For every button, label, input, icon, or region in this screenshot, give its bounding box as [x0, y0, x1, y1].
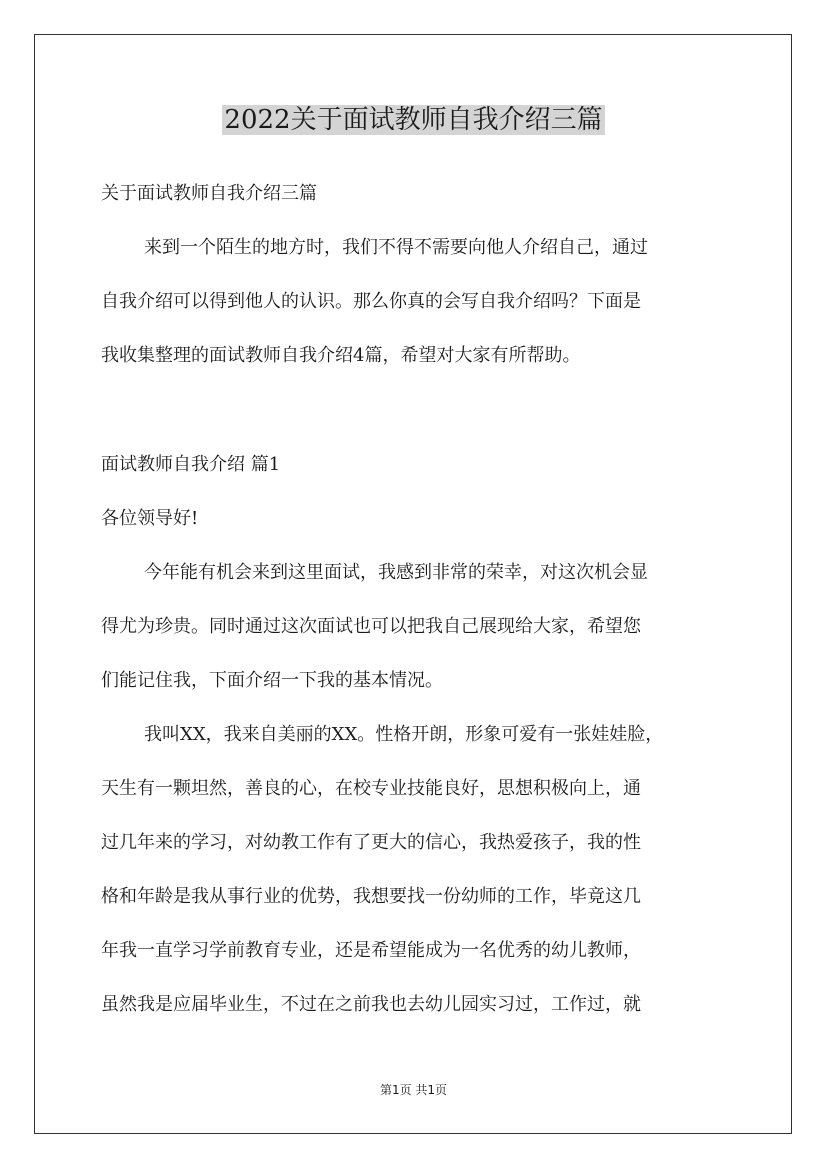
- para2-line-4: 格和年龄是我从事行业的优势，我想要找一份幼师的工作，毕竟这几: [101, 886, 641, 907]
- para2-line-3: 过几年来的学习，对幼教工作有了更大的信心，我热爱孩子，我的性: [101, 832, 641, 853]
- para1-line-2: 得尤为珍贵。同时通过这次面试也可以把我自己展现给大家，希望您: [101, 616, 641, 637]
- page-footer: 第1页 共1页: [379, 1083, 448, 1097]
- para2-line-1: 我叫XX，我来自美丽的XX。性格开朗，形象可爱有一张娃娃脸，: [144, 724, 664, 745]
- section-heading: 面试教师自我介绍 篇1: [101, 454, 281, 475]
- intro-line-3: 我收集整理的面试教师自我介绍4篇，希望对大家有所帮助。: [101, 345, 581, 366]
- para2-line-5: 年我一直学习学前教育专业，还是希望能成为一名优秀的幼儿教师，: [101, 940, 641, 961]
- intro-line-1: 来到一个陌生的地方时，我们不得不需要向他人介绍自己，通过: [144, 237, 648, 258]
- para1-line-1: 今年能有机会来到这里面试，我感到非常的荣幸，对这次机会显: [144, 562, 648, 583]
- document-subtitle: 关于面试教师自我介绍三篇: [101, 183, 317, 204]
- para2-line-6: 虽然我是应届毕业生，不过在之前我也去幼儿园实习过，工作过，就: [101, 994, 641, 1015]
- greeting: 各位领导好!: [101, 508, 199, 529]
- intro-line-2: 自我介绍可以得到他人的认识。那么你真的会写自我介绍吗？下面是: [101, 291, 641, 312]
- para2-line-2: 天生有一颗坦然，善良的心，在校专业技能良好，思想积极向上，通: [101, 778, 641, 799]
- document-title-text: 2022关于面试教师自我介绍三篇: [224, 105, 603, 135]
- document-title: [0, 100, 827, 140]
- para1-line-3: 们能记住我，下面介绍一下我的基本情况。: [101, 670, 443, 691]
